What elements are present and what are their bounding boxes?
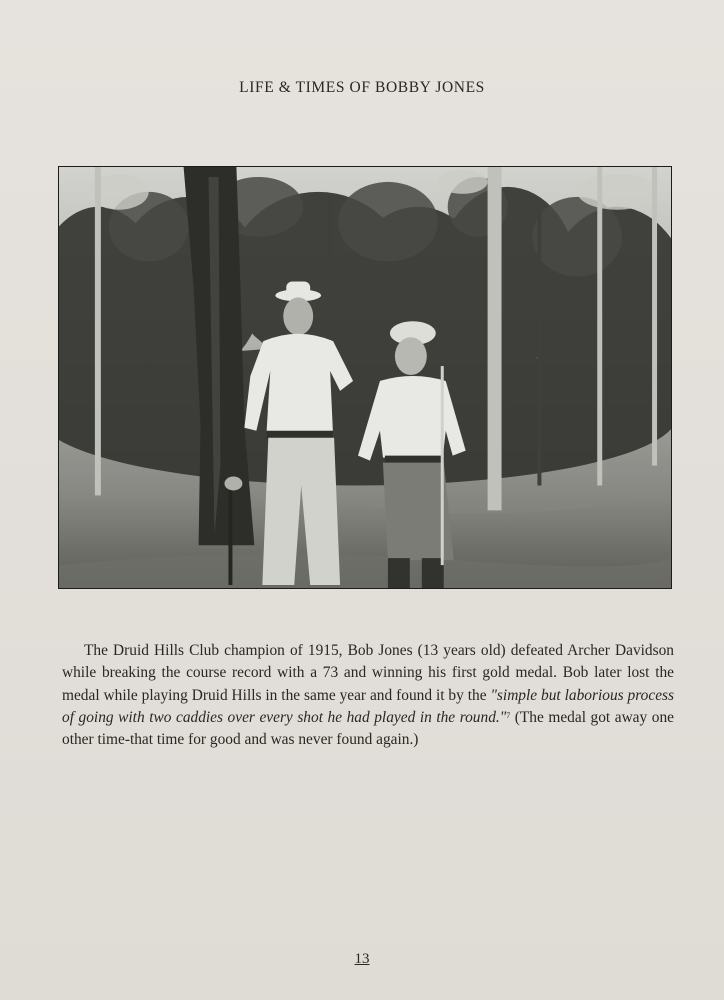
footnote-marker: 7 [506,710,511,720]
caption-text-part1: The Druid Hills Club champion of 1915, Bob Jones (13 years old) defeated Archer Davidson while breaking the course record with a 73 and winning his first gold medal. Bob later lost the medal while playing Druid Hills in the same year and found it by the [62,642,674,704]
photograph [58,166,672,589]
caption-text-part2: (The medal got away one other time-that time for good and was never found again.) [62,708,674,749]
page-number: 13 [354,951,370,967]
photograph-two-golfers-icon [59,167,671,588]
caption-quote: "simple but laborious process of going with two caddies over every shot he had played in the round." [62,686,675,726]
photo-caption [62,640,674,751]
running-head: LIFE & TIMES OF BOBBY JONES [239,79,485,96]
